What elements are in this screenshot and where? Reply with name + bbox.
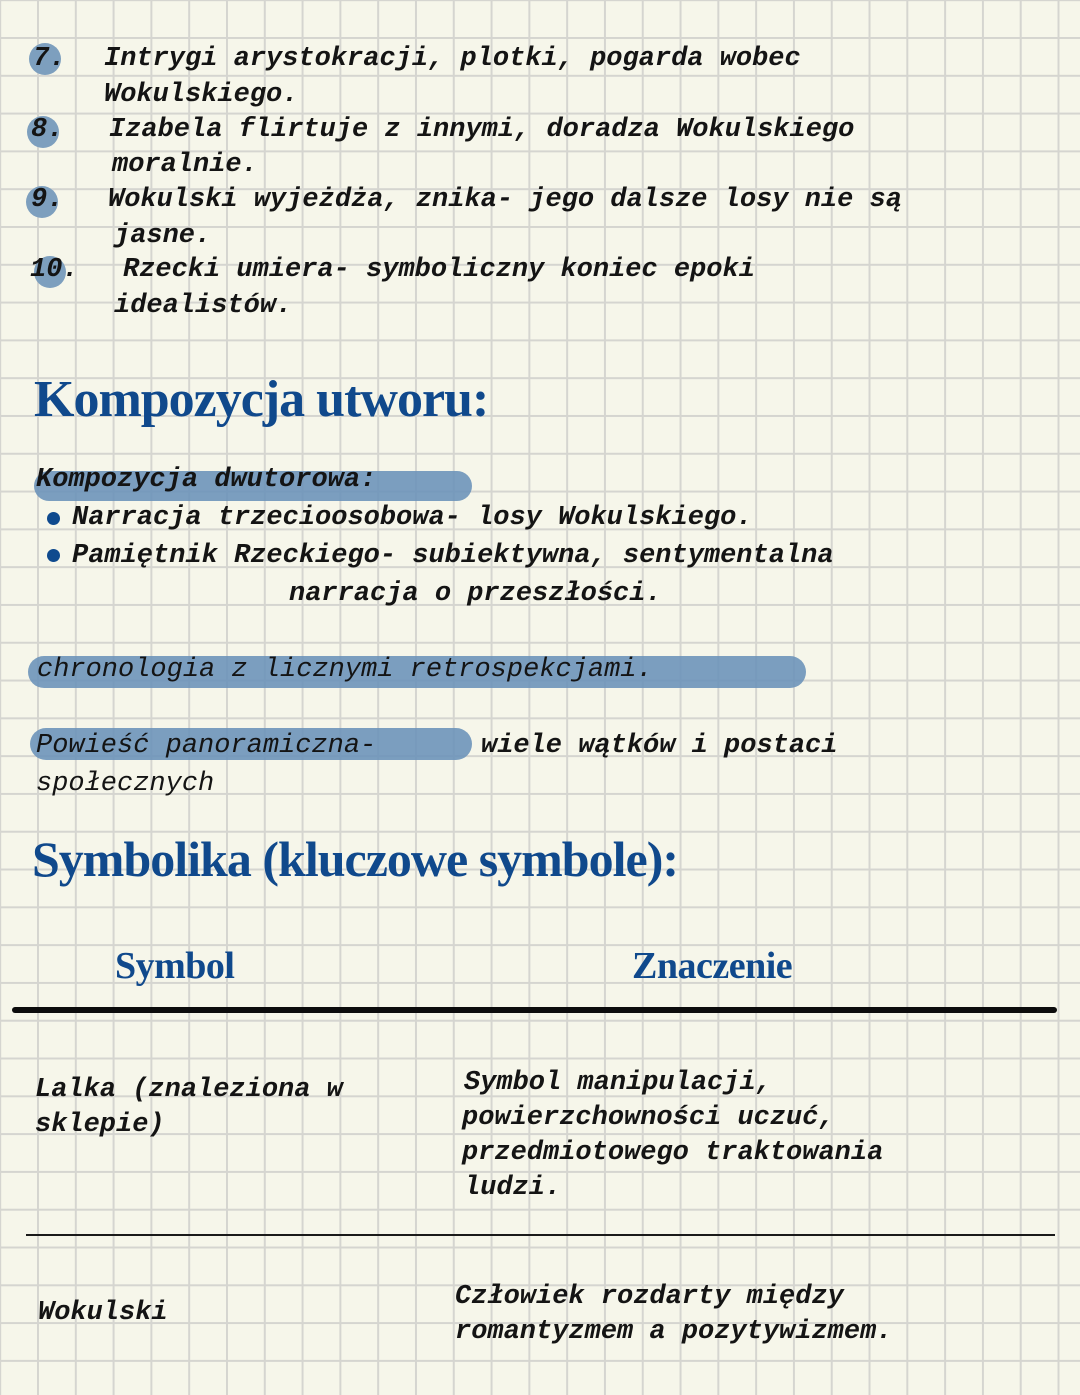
- item-text-line2: Wokulskiego.: [104, 80, 299, 110]
- item-text-line1: Rzecki umiera- symboliczny koniec epoki: [123, 255, 755, 285]
- symbolism-heading: Symbolika (kluczowe symbole):: [32, 831, 678, 887]
- item-text-line2: moralnie.: [112, 150, 258, 180]
- meaning-cell-line1: Człowiek rozdarty między: [455, 1282, 844, 1312]
- symbol-cell-line1: Wokulski: [38, 1298, 168, 1328]
- bullet-icon: [47, 549, 60, 562]
- item-number: 10.: [30, 255, 79, 285]
- header-divider: [12, 1007, 1057, 1013]
- item-number: 8.: [31, 115, 64, 145]
- chronology-note: chronologia z licznymi retrospekcjami.: [37, 655, 653, 685]
- bullet-text-line2: narracja o przeszłości.: [289, 579, 662, 609]
- meaning-cell-line3: przedmiotowego traktowania: [462, 1138, 884, 1168]
- meaning-cell-line4: ludzi.: [464, 1173, 562, 1203]
- meaning-cell-line2: romantyzmem a pozytywizmem.: [455, 1317, 893, 1347]
- item-text-line2: jasne.: [114, 221, 212, 251]
- item-text-line1: Izabela flirtuje z innymi, doradza Wokulskiego: [109, 115, 855, 145]
- panoramic-text: wiele wątków i postaci: [481, 731, 838, 761]
- item-text-line1: Intrygi arystokracji, plotki, pogarda wobec: [104, 44, 801, 74]
- row-divider: [26, 1234, 1055, 1236]
- panoramic-label: Powieść panoramiczna-: [36, 731, 377, 761]
- column-header-meaning: Znaczenie: [632, 945, 793, 987]
- panoramic-text-line2: społecznych: [36, 769, 215, 799]
- item-text-line1: Wokulski wyjeżdża, znika- jego dalsze losy nie są: [108, 185, 902, 215]
- bullet-icon: [47, 512, 60, 525]
- meaning-cell-line2: powierzchowności uczuć,: [462, 1103, 835, 1133]
- composition-subheading: Kompozycja dwutorowa:: [36, 465, 377, 495]
- symbol-cell-line1: Lalka (znaleziona w: [35, 1075, 343, 1105]
- bullet-text-line1: Pamiętnik Rzeckiego- subiektywna, sentymentalna: [72, 541, 834, 571]
- item-text-line2: idealistów.: [114, 291, 293, 321]
- symbol-cell-line2: sklepie): [35, 1110, 165, 1140]
- item-number: 7.: [33, 44, 66, 74]
- composition-heading: Kompozycja utworu:: [34, 371, 489, 428]
- column-header-symbol: Symbol: [115, 945, 235, 987]
- bullet-text: Narracja trzecioosobowa- losy Wokulskiego.: [72, 503, 753, 533]
- meaning-cell-line1: Symbol manipulacji,: [464, 1068, 772, 1098]
- item-number: 9.: [31, 185, 64, 215]
